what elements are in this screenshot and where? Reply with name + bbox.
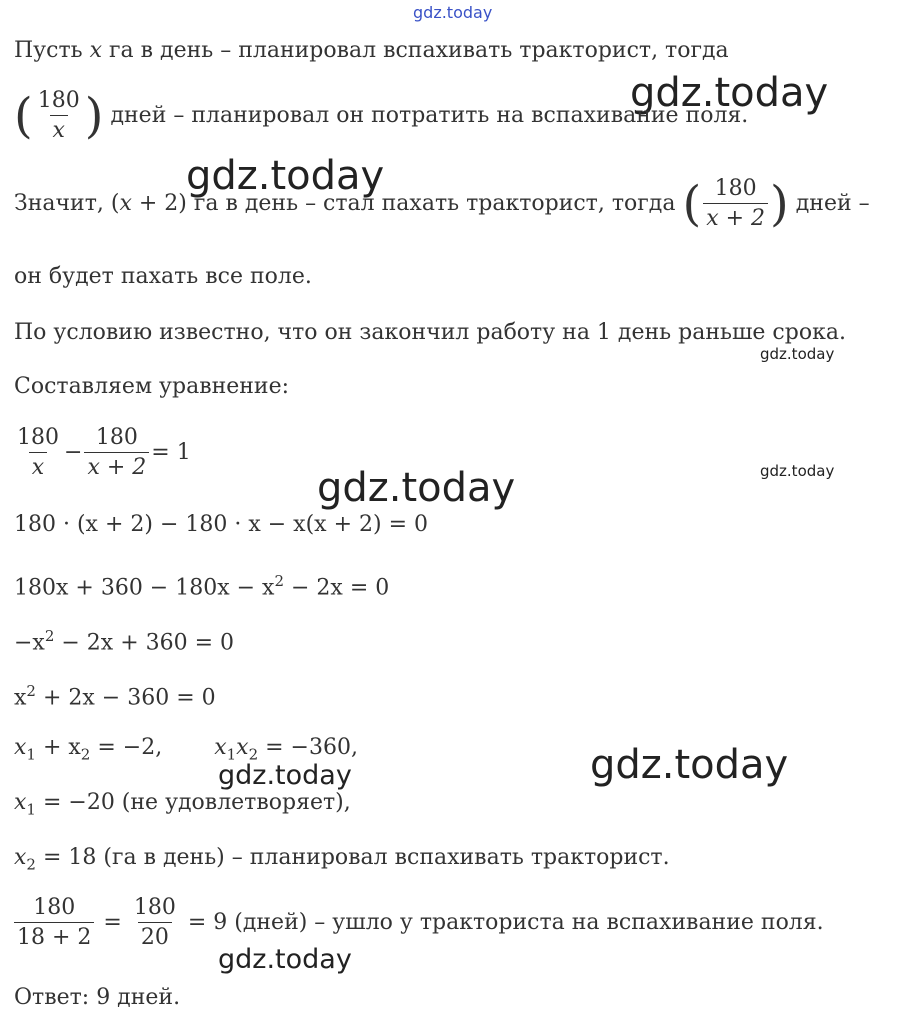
subscript: 1 [26, 745, 36, 764]
text: − 2x + 360 = 0 [54, 630, 235, 656]
equation-5 [14, 676, 216, 713]
text: + 2) га в день – стал пахать тракторист, тогда [131, 190, 683, 216]
denominator: 20 [138, 922, 172, 950]
paragraph-let-x [14, 36, 729, 66]
numerator: 180 [37, 88, 80, 113]
denominator: x + 2 [84, 452, 149, 480]
subscript: 1 [26, 800, 36, 819]
text: + x [35, 735, 81, 760]
subscript: 2 [26, 855, 36, 874]
text: га в день – планировал вспахивать тракторист, тогда [102, 38, 729, 63]
right-paren: ) [770, 175, 789, 232]
fraction [14, 895, 94, 951]
var-x: x [14, 735, 27, 760]
fraction [35, 88, 83, 144]
paragraph-whole-field: он будет пахать все поле. [14, 264, 312, 289]
rhs: = 1 [151, 439, 191, 465]
var-x: x [119, 190, 132, 216]
text: 180x + 360 − 180x − x [14, 575, 275, 601]
answer: Ответ: 9 дней. [14, 985, 181, 1010]
superscript: 2 [26, 682, 36, 700]
watermark: gdz.today [630, 70, 829, 116]
var-x: x [14, 790, 27, 815]
denominator: x + 2 [703, 203, 768, 231]
denominator: x [50, 115, 68, 143]
watermark: gdz.today [590, 742, 789, 788]
fraction [14, 425, 62, 481]
paragraph-condition: По условию известно, что он закончил работу на 1 день раньше срока. [14, 320, 846, 345]
text: − 2x = 0 [284, 575, 390, 601]
text: = −20 (не удовлетворяет), [35, 790, 351, 815]
equation-vieta [14, 733, 358, 769]
equation-4 [14, 621, 234, 658]
text: = 18 (га в день) – планировал вспахивать тракторист. [35, 845, 670, 870]
watermark: gdz.today [760, 345, 835, 363]
left-paren: ( [682, 175, 702, 232]
numerator: 180 [33, 895, 76, 920]
var-x: x [214, 735, 227, 760]
denominator: 18 + 2 [14, 922, 94, 950]
text: дней – [788, 190, 870, 216]
equation-result [14, 895, 824, 951]
text: дней – планировал он потратить на вспахивание поля. [103, 102, 749, 128]
text: = −360, [258, 735, 358, 760]
right-paren: ) [84, 87, 104, 144]
watermark: gdz.today [218, 944, 352, 975]
numerator: 180 [17, 425, 59, 450]
text: −x [14, 630, 45, 656]
fraction [84, 425, 149, 481]
fraction [131, 895, 179, 951]
denominator: x [29, 452, 47, 480]
var-x: x [89, 38, 103, 63]
subscript: 1 [226, 745, 237, 764]
watermark: gdz.today [218, 760, 352, 791]
paragraph-days-planned [14, 88, 748, 144]
equation-root-2 [14, 843, 670, 879]
equation-1 [14, 425, 191, 481]
text: Пусть [14, 38, 90, 63]
watermark: gdz.today [186, 153, 385, 199]
watermark: gdz.today [760, 462, 835, 480]
paragraph-compose: Составляем уравнение: [14, 374, 290, 399]
equals: = [96, 909, 129, 935]
equation-3 [14, 566, 389, 603]
fraction [703, 176, 768, 232]
text: = −2, [90, 735, 163, 760]
equation-2: 180 · (x + 2) − 180 · x − x(x + 2) = 0 [14, 512, 428, 537]
numerator: 180 [714, 176, 757, 201]
watermark-top: gdz.today [413, 3, 493, 22]
text: + 2x − 360 = 0 [35, 685, 216, 711]
watermark: gdz.today [317, 465, 516, 511]
subscript: 2 [80, 745, 91, 764]
text: Значит, ( [14, 190, 120, 216]
var-x: x [236, 735, 249, 760]
equation-root-1 [14, 788, 351, 824]
superscript: 2 [44, 627, 55, 645]
superscript: 2 [274, 572, 285, 590]
numerator: 180 [95, 425, 138, 450]
paragraph-then-x-plus-2 [14, 176, 870, 232]
left-paren: ( [14, 87, 33, 144]
text: x [14, 685, 27, 711]
numerator: 180 [133, 895, 176, 920]
text: = 9 (дней) – ушло у тракториста на вспахивание поля. [180, 909, 824, 935]
subscript: 2 [248, 745, 259, 764]
var-x: x [14, 845, 27, 870]
minus: − [64, 439, 83, 465]
